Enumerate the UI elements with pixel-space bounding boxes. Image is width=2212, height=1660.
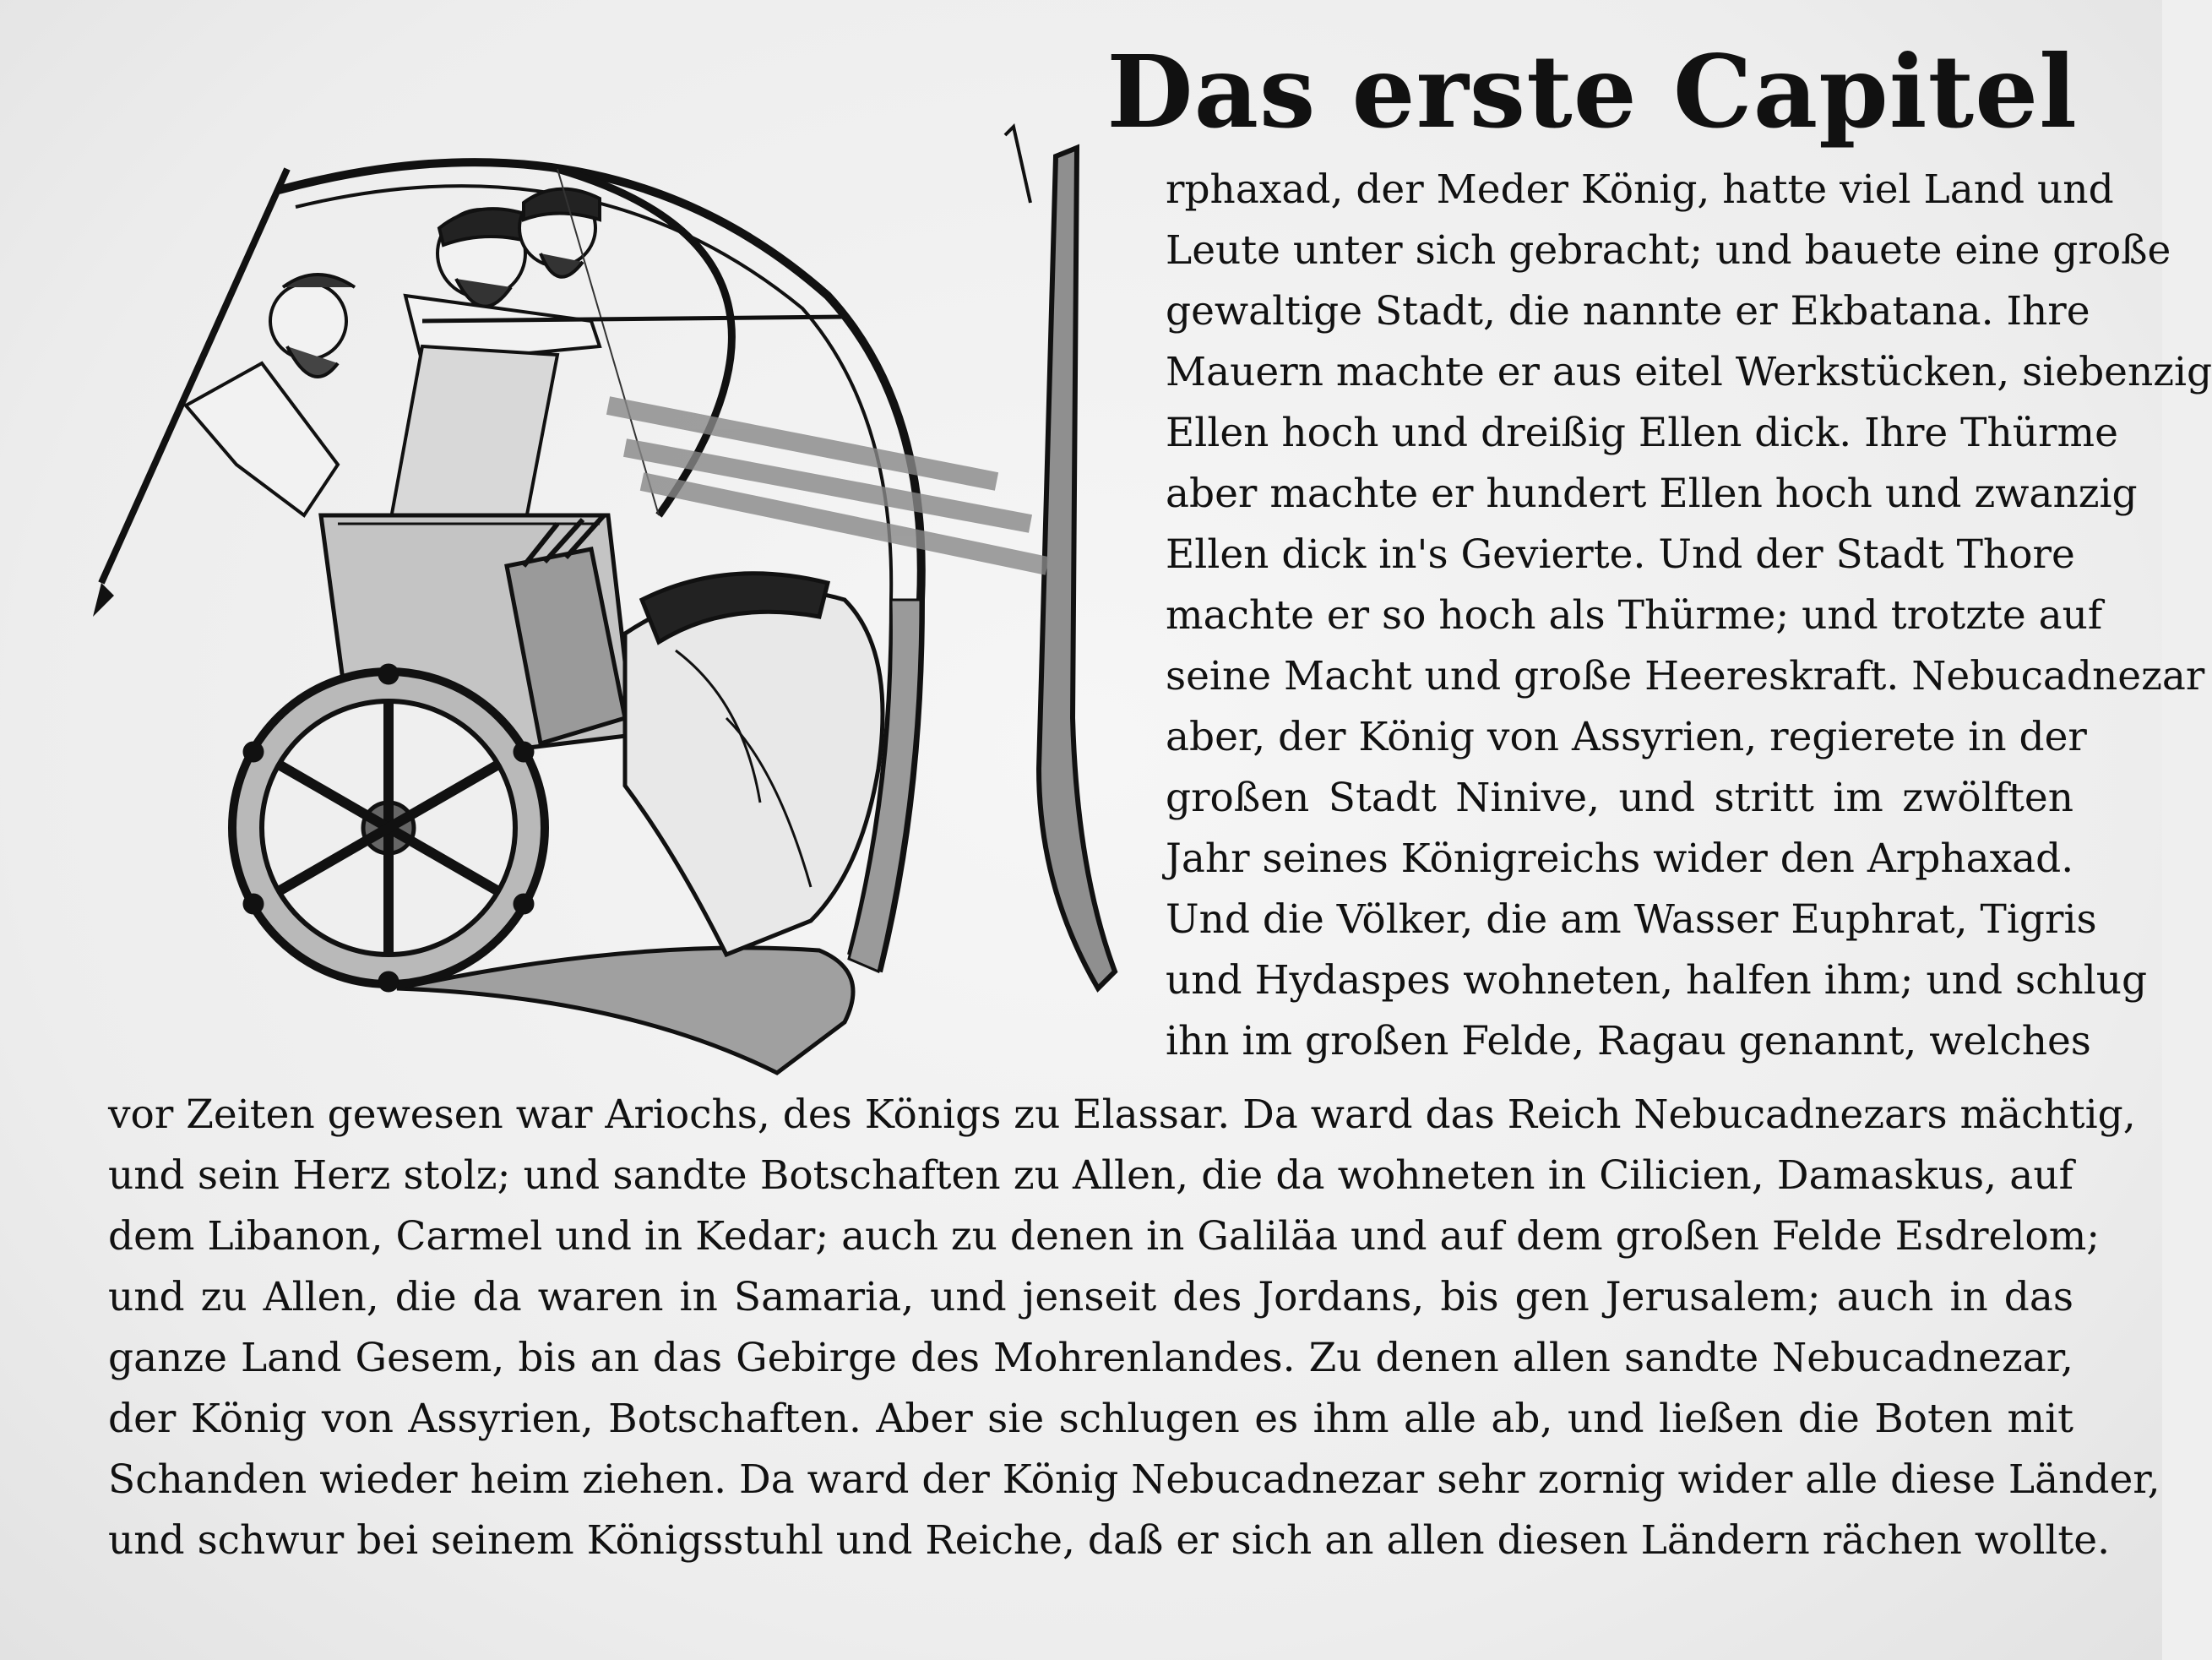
text-line: und zu Allen, die da waren in Samaria, und jenseit des Jordans, bis gen Jerusalem; auch in das [108, 1274, 2073, 1320]
text-line: aber, der König von Assyrien, regierete in der [1166, 714, 2087, 760]
text-line: und schwur bei seinem Königsstuhl und Reiche, daß er sich an allen diesen Ländern rächen wollte. [108, 1517, 2111, 1564]
text-line: und Hydaspes wohneten, halfen ihm; und schlug [1166, 957, 2148, 1004]
text-line: und sein Herz stolz; und sandte Botschaften zu Allen, die da wohneten in Cilicien, Damaskus, auf [108, 1152, 2073, 1199]
text-line: rphaxad, der Meder König, hatte viel Land und [1166, 166, 2114, 213]
text-line: ihn im großen Felde, Ragau genannt, welches [1166, 1018, 2091, 1064]
horse-icon [625, 574, 883, 955]
chariot-wheel-icon [232, 664, 545, 992]
text-line: Leute unter sich gebracht; und bauete eine große [1166, 227, 2171, 274]
archer-figures-icon [186, 189, 600, 532]
text-line: dem Libanon, Carmel und in Kedar; auch zu denen in Galiläa und auf dem großen Felde Esdrelom; [108, 1213, 2101, 1260]
chapter-title: Das erste Capitel [1106, 33, 2078, 150]
text-line: großen Stadt Ninive, und stritt im zwölften [1166, 775, 2073, 821]
text-line: ganze Land Gesem, bis an das Gebirge des Mohrenlandes. Zu denen allen sandte Nebucadnezar, [108, 1335, 2073, 1381]
text-line: aber machte er hundert Ellen hoch und zwanzig [1166, 471, 2138, 517]
text-line: gewaltige Stadt, die nannte er Ekbatana. Ihre [1166, 288, 2090, 335]
text-line: Jahr seines Königreichs wider den Arphaxad. [1166, 835, 2074, 882]
text-line: Schanden wieder heim ziehen. Da ward der König Nebucadnezar sehr zornig wider alle diese Länder, [108, 1456, 2160, 1503]
text-line: seine Macht und große Heereskraft. Nebucadnezar [1166, 653, 2205, 699]
text-line: Ellen dick in's Gevierte. Und der Stadt Thore [1166, 531, 2075, 578]
text-line: machte er so hoch als Thürme; und trotzte auf [1166, 592, 2103, 639]
text-line: Ellen hoch und dreißig Ellen dick. Ihre Thürme [1166, 410, 2118, 456]
chariot-archers-illustration [84, 127, 1157, 1081]
text-line: Und die Völker, die am Wasser Euphrat, Tigris [1166, 896, 2097, 943]
text-line: vor Zeiten gewesen war Ariochs, des Königs zu Elassar. Da ward das Reich Nebucadnezars mächtig, [108, 1091, 2136, 1138]
text-line: der König von Assyrien, Botschaften. Aber sie schlugen es ihm alle ab, und ließen die Boten mit [108, 1396, 2073, 1442]
text-line: Mauern machte er aus eitel Werkstücken, siebenzig [1166, 349, 2212, 395]
